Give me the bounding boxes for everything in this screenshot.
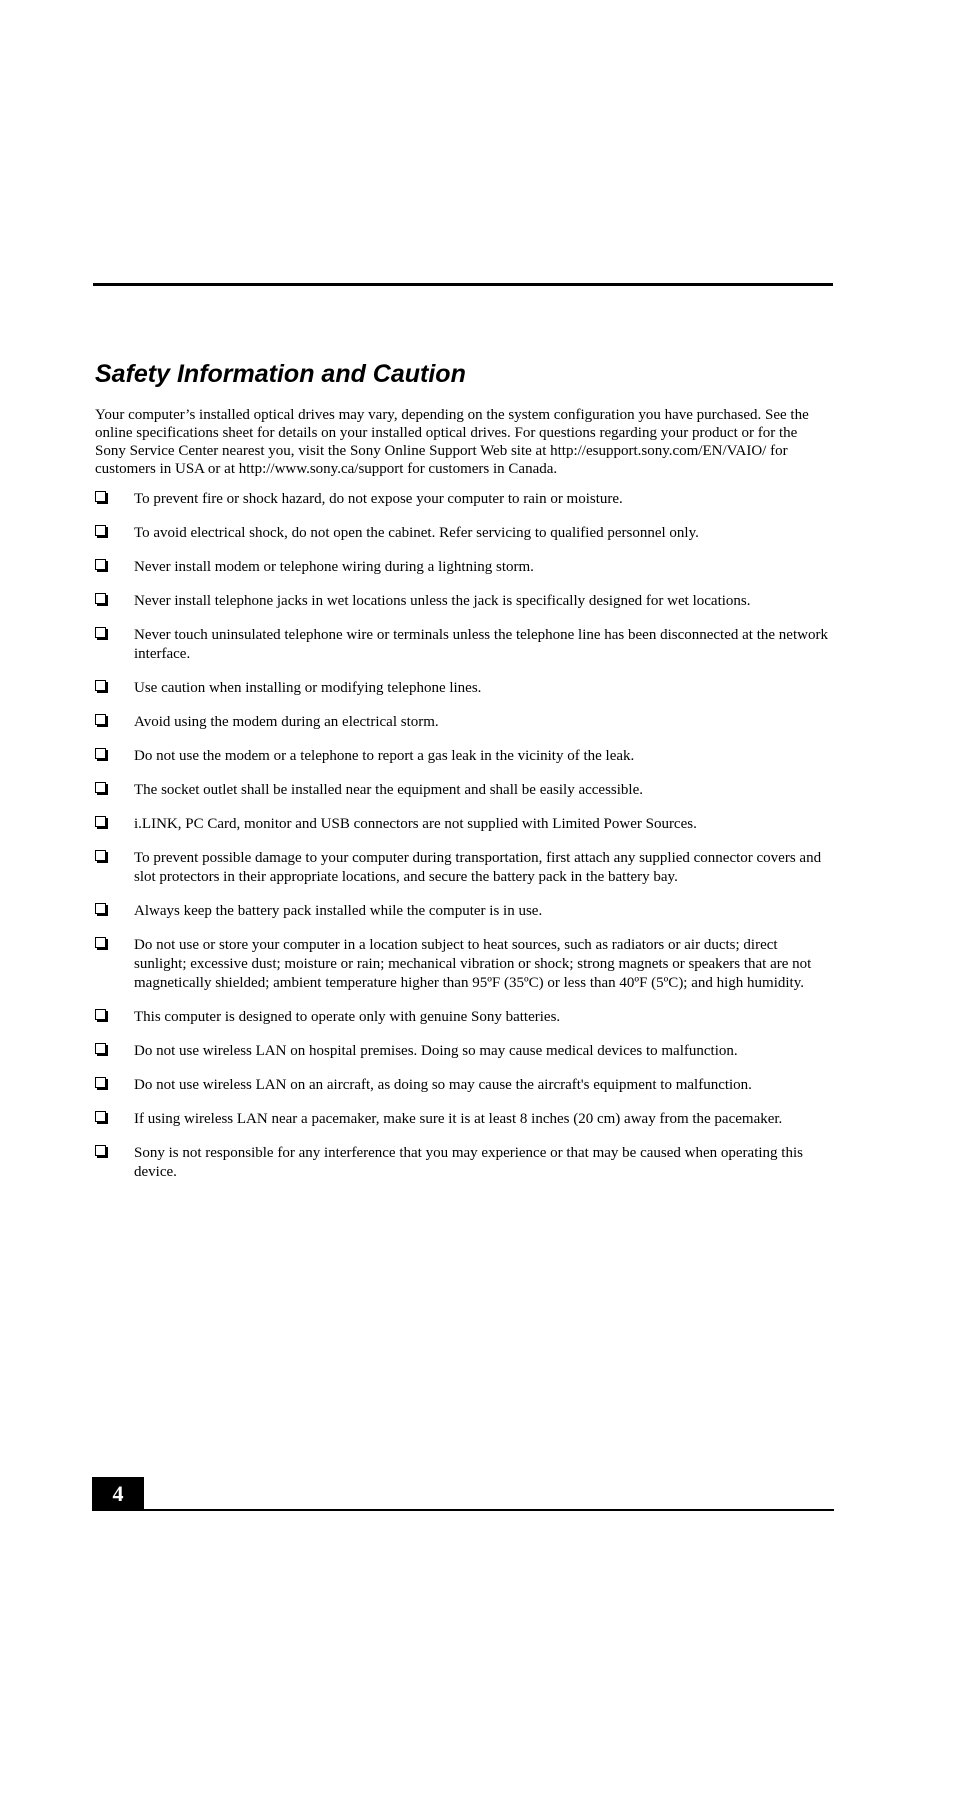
checkbox-icon <box>95 559 106 570</box>
intro-paragraph: Your computer’s installed optical drives may vary, depending on the system configuration you have purchased. See the online specifications sheet for details on your installed optical drives. For questions regarding your product or for the Sony Service Center nearest you, visit the Sony Online Support Web site at http://esupport.sony.com/EN/VAIO/ for customers in USA or at http://www.sony.ca/support for customers in Canada. <box>95 407 809 477</box>
bullet-text: Sony is not responsible for any interference that you may experience or that may be caused when operating this device. <box>134 1145 803 1180</box>
footer-rule <box>144 1509 834 1511</box>
bullet-text: Never touch uninsulated telephone wire or terminals unless the telephone line has been disconnected at the network interface. <box>134 627 828 662</box>
checkbox-icon <box>95 1145 106 1156</box>
bullet-text: To avoid electrical shock, do not open the cabinet. Refer servicing to qualified personnel only. <box>134 525 699 541</box>
bullet-text: Avoid using the modem during an electrical storm. <box>134 714 439 730</box>
bullet-text: This computer is designed to operate only with genuine Sony batteries. <box>134 1009 561 1025</box>
list-item <box>95 781 831 800</box>
page-number: 4 <box>92 1477 144 1511</box>
checkbox-icon <box>95 937 106 948</box>
checkbox-icon <box>95 748 106 759</box>
checkbox-icon <box>95 627 106 638</box>
checkbox-icon <box>95 903 106 914</box>
checkbox-icon <box>95 1009 106 1020</box>
checkbox-icon <box>95 714 106 725</box>
checkbox-icon <box>95 525 106 536</box>
list-item <box>95 558 831 577</box>
bullet-text: Do not use or store your computer in a location subject to heat sources, such as radiators or air ducts; direct sunlight; excessive dust; moisture or rain; mechanical vibration or shock; strong magnets or speakers that are not magnetically shielded; ambient temperature higher than 95ºF (35ºC) or less than 40ºF (5ºC); and high humidity. <box>134 937 812 991</box>
bullet-text: The socket outlet shall be installed near the equipment and shall be easily accessible. <box>134 782 643 798</box>
list-item <box>95 849 831 887</box>
page-content <box>95 356 831 1197</box>
list-item <box>95 902 831 921</box>
checkbox-icon <box>95 593 106 604</box>
checkbox-icon <box>95 491 106 502</box>
bullet-text: To prevent fire or shock hazard, do not expose your computer to rain or moisture. <box>134 491 623 507</box>
page-title: Safety Information and Caution <box>95 360 466 388</box>
list-item <box>95 679 831 698</box>
list-item <box>95 936 831 993</box>
page-footer <box>92 1477 834 1512</box>
checkbox-icon <box>95 680 106 691</box>
bullet-text: Do not use wireless LAN on hospital premises. Doing so may cause medical devices to malfunction. <box>134 1043 738 1059</box>
list-item <box>95 524 831 543</box>
checkbox-icon <box>95 1043 106 1054</box>
bullet-text: i.LINK, PC Card, monitor and USB connectors are not supplied with Limited Power Sources. <box>134 816 697 832</box>
list-item <box>95 490 831 509</box>
list-item <box>95 1042 831 1061</box>
header-rule <box>93 283 833 286</box>
list-item <box>95 626 831 664</box>
bullet-text: Always keep the battery pack installed while the computer is in use. <box>134 903 543 919</box>
bullet-text: Do not use the modem or a telephone to report a gas leak in the vicinity of the leak. <box>134 748 635 764</box>
list-item <box>95 815 831 834</box>
safety-bullet-list <box>95 490 831 1182</box>
list-item <box>95 1008 831 1027</box>
bullet-text: Never install telephone jacks in wet locations unless the jack is specifically designed for wet locations. <box>134 593 751 609</box>
list-item <box>95 592 831 611</box>
bullet-text: Do not use wireless LAN on an aircraft, as doing so may cause the aircraft's equipment to malfunction. <box>134 1077 752 1093</box>
list-item <box>95 1144 831 1182</box>
list-item <box>95 1110 831 1129</box>
bullet-text: Use caution when installing or modifying telephone lines. <box>134 680 482 696</box>
checkbox-icon <box>95 816 106 827</box>
list-item <box>95 747 831 766</box>
list-item <box>95 1076 831 1095</box>
bullet-text: Never install modem or telephone wiring during a lightning storm. <box>134 559 534 575</box>
bullet-text: If using wireless LAN near a pacemaker, make sure it is at least 8 inches (20 cm) away from the pacemaker. <box>134 1111 783 1127</box>
list-item <box>95 713 831 732</box>
checkbox-icon <box>95 782 106 793</box>
bullet-text: To prevent possible damage to your computer during transportation, first attach any supplied connector covers and slot protectors in their appropriate locations, and secure the battery pack in the battery bay. <box>134 850 822 885</box>
checkbox-icon <box>95 850 106 861</box>
checkbox-icon <box>95 1111 106 1122</box>
checkbox-icon <box>95 1077 106 1088</box>
